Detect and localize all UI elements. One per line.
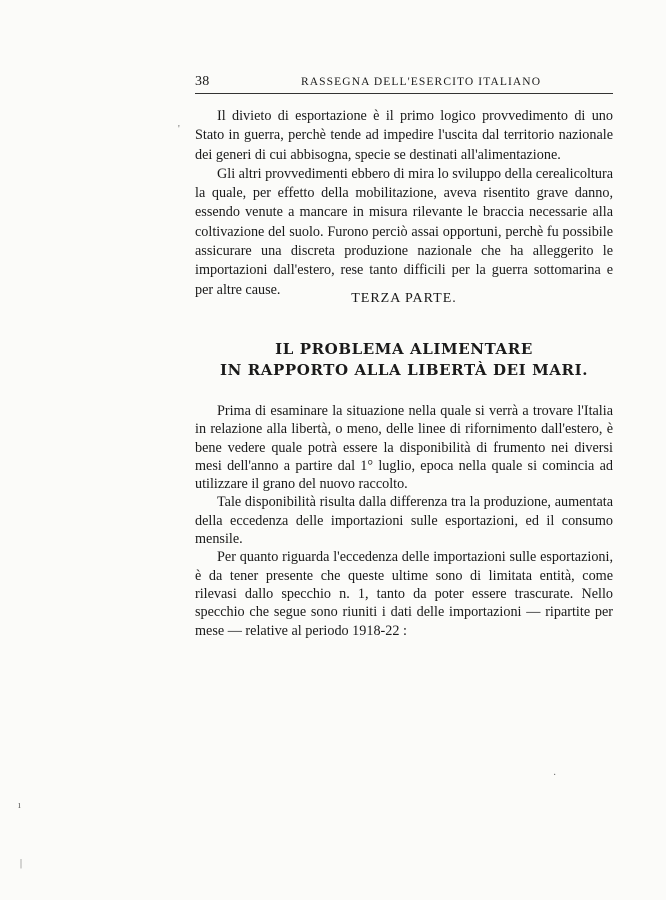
paragraph-cereal-cultivation: Gli altri provvedimenti ebbero di mira lo sviluppo della cerealicoltura la quale, per effetto della mobilitazione, aveva risentito grave danno, essendo venute a mancare in misura rilevante le braccia necessarie alla coltivazione del suolo. Furono perciò assai opportuni, perchè fu possibile assicurare una discreta produzione nazionale che ha alleggerito le importazioni dall'estero, rese tanto difficili per la guerra sottomarina e per altre cause. (195, 165, 613, 298)
section-label: TERZA PARTE. (351, 291, 457, 306)
paragraph-difference: Tale disponibilità risulta dalla differenza tra la produzione, aumentata della eccedenza delle importazioni sulle esportazioni, ed il consumo mensile. (195, 494, 613, 548)
page-header (195, 74, 611, 90)
paragraph-imports: Per quanto riguarda l'eccedenza delle importazioni sulle esportazioni, è da tener presente che queste ultime sono di limitata entità, come rilevasi dallo specchio n. 1, tanto da poter essere trascurate. Nello specchio che segue sono riuniti i dati delle importazioni — ripartite per mese — relative al periodo 1918-22 : (195, 549, 613, 639)
paragraph-export-ban: Il divieto di esportazione è il primo logico provvedimento di uno Stato in guerra, perchè tende ad impedire l'uscita dal territorio nazionale dei generi di cui abbisogna, specie se destinati all'alimentazione. (195, 108, 613, 163)
header-rule (195, 93, 613, 94)
body-text-bottom (195, 402, 613, 640)
margin-speck: ' (178, 124, 180, 135)
left-edge-mark: | (20, 858, 23, 869)
running-title: RASSEGNA DELL'ESERCITO ITALIANO (301, 76, 542, 88)
page-number: 38 (195, 74, 210, 89)
left-edge-mark: ı (18, 800, 21, 811)
chapter-title-line-2: IN RAPPORTO ALLA LIBERTÀ DEI MARI. (219, 361, 589, 379)
scan-speck: · (553, 770, 557, 781)
body-text-top (195, 107, 613, 300)
chapter-title-line-1: IL PROBLEMA ALIMENTARE (275, 340, 533, 358)
paragraph-availability: Prima di esaminare la situazione nella quale si verrà a trovare l'Italia in relazione alla libertà, o meno, delle linee di rifornimento dall'estero, è bene vedere quale potrà essere la disponibilità di frumento nei diversi mesi dell'anno a partire dal 1° luglio, epoca nella quale si comincia ad utilizzare il grano del nuovo raccolto. (195, 403, 613, 493)
